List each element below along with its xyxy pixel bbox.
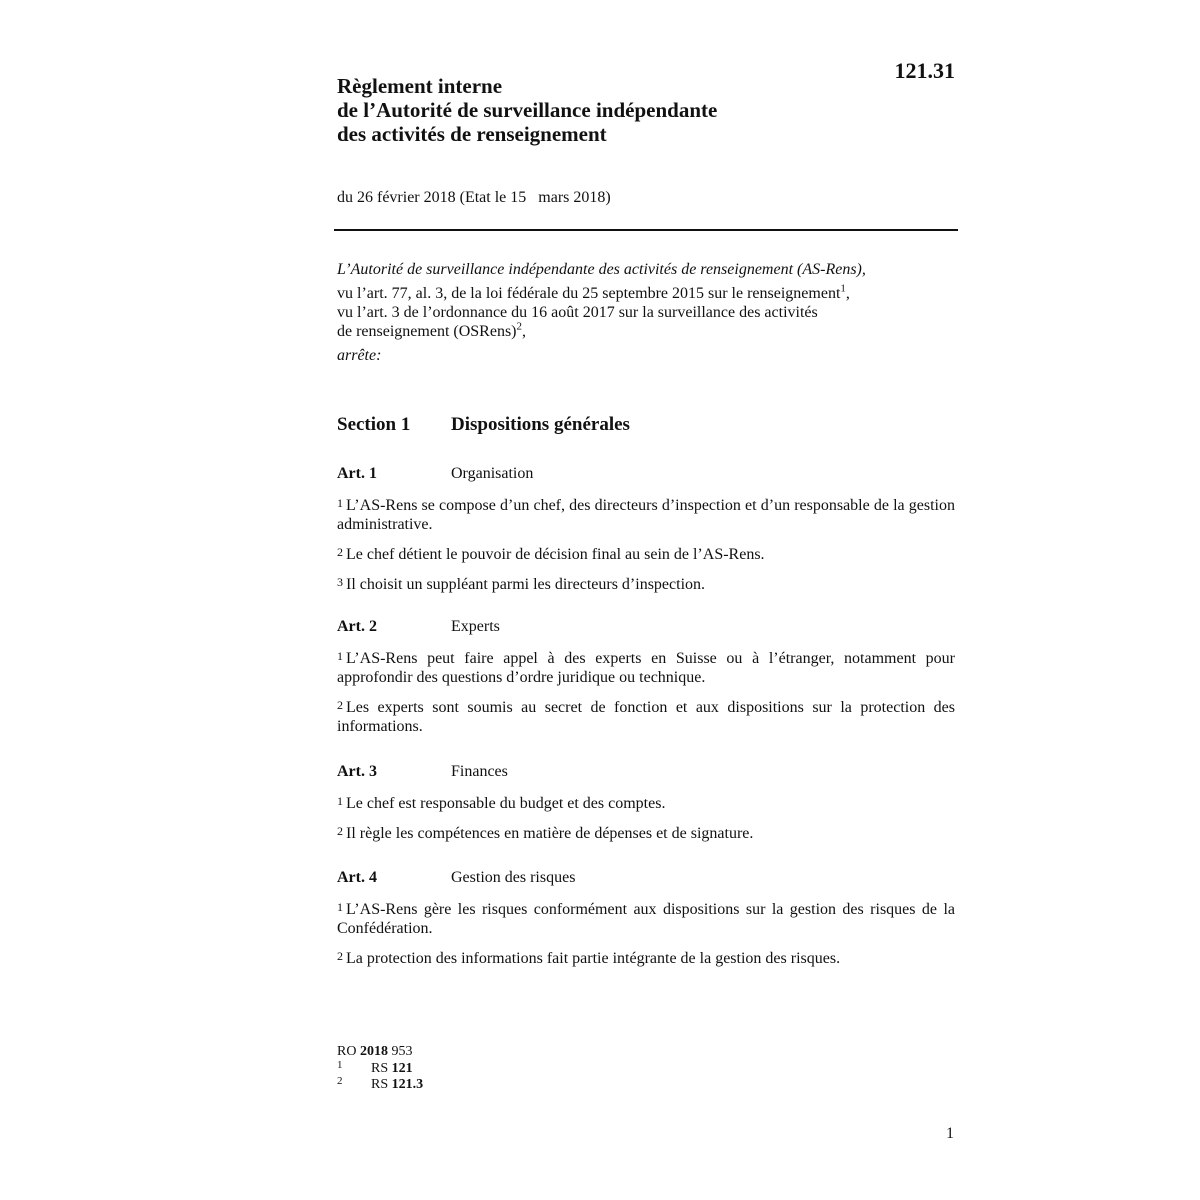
preamble-basis-2: vu l’art. 3 de l’ordonnance du 16 août 2017 sur la surveillance des activités: [337, 304, 818, 321]
article-title: Organisation: [451, 465, 534, 482]
sr-number: 121.31: [894, 58, 955, 83]
article-heading: [337, 763, 955, 783]
title-line: des activités de renseignement: [337, 122, 607, 146]
article-number: Art. 3: [337, 763, 377, 780]
preamble: [337, 260, 957, 365]
article-number: Art. 1: [337, 465, 377, 482]
section-title: Dispositions générales: [451, 414, 630, 435]
preamble-basis-2-cont: de renseignement (OSRens)$^2$,: [337, 320, 527, 340]
article-heading: [337, 465, 955, 485]
article: [337, 618, 955, 745]
article-number: Art. 4: [337, 869, 377, 886]
paragraph: 2 Les experts sont soumis au secret de fonction et aux dispositions sur la protection des informations.: [337, 698, 955, 735]
footnote-ref[interactable]: 1: [840, 282, 846, 295]
article-title: Gestion des risques: [451, 869, 576, 886]
section-heading: [337, 414, 630, 436]
page-number: 1: [946, 1125, 954, 1142]
footnote: 1 RS 121: [337, 1059, 413, 1076]
paragraph: 1 L’AS-Rens peut faire appel à des experts en Suisse ou à l’étranger, notamment pour approfondir des questions d’ordre juridique ou technique.: [337, 649, 955, 686]
paragraph: 2 La protection des informations fait partie intégrante de la gestion des risques.: [337, 949, 841, 967]
title-line: Règlement interne: [337, 74, 503, 98]
paragraph: 2 Il règle les compétences en matière de dépenses et de signature.: [337, 824, 754, 842]
paragraph: 2 Le chef détient le pouvoir de décision final au sein de l’AS-Rens.: [337, 545, 765, 563]
footnote-mark: 1: [337, 1059, 343, 1071]
article: [337, 763, 955, 852]
ro-reference: RO 2018 953: [337, 1044, 413, 1059]
date-line: du 26 février 2018 (Etat le 15 mars 2018): [337, 189, 611, 206]
preamble-decree: arrête:: [337, 347, 382, 364]
footnote-link[interactable]: 121: [391, 1061, 413, 1076]
article-number: Art. 2: [337, 618, 377, 635]
article-title: Finances: [451, 763, 508, 780]
article-heading: [337, 618, 955, 638]
footnote: 2 RS 121.3: [337, 1075, 424, 1092]
article: [337, 465, 955, 603]
section-label: Section 1: [337, 414, 411, 435]
footnotes: [337, 1043, 424, 1092]
article: [337, 869, 955, 977]
article-heading: [337, 869, 955, 889]
document-title: [337, 74, 857, 146]
title-line: de l’Autorité de surveillance indépendante: [337, 98, 718, 122]
footnote-ref[interactable]: 2: [516, 320, 523, 333]
footnote-mark: 2: [337, 1075, 343, 1087]
preamble-basis-1: vu l’art. 77, al. 3, de la loi fédérale du 25 septembre 2015 sur le renseignement$^1$,: [337, 282, 850, 302]
paragraph: 1 Le chef est responsable du budget et des comptes.: [337, 794, 666, 812]
paragraph: 3 Il choisit un suppléant parmi les directeurs d’inspection.: [337, 575, 706, 593]
footnote-link[interactable]: 121.3: [391, 1077, 424, 1092]
paragraph: 1 L’AS-Rens se compose d’un chef, des directeurs d’inspection et d’un responsable de la gestion administrative.: [337, 496, 955, 533]
article-title: Experts: [451, 618, 500, 635]
paragraph: 1 L’AS-Rens gère les risques conformément aux dispositions sur la gestion des risques de la Confédération.: [337, 900, 955, 937]
preamble-authority: L’Autorité de surveillance indépendante des activités de renseignement (AS-Rens),: [337, 261, 866, 278]
header-divider: [334, 229, 958, 231]
